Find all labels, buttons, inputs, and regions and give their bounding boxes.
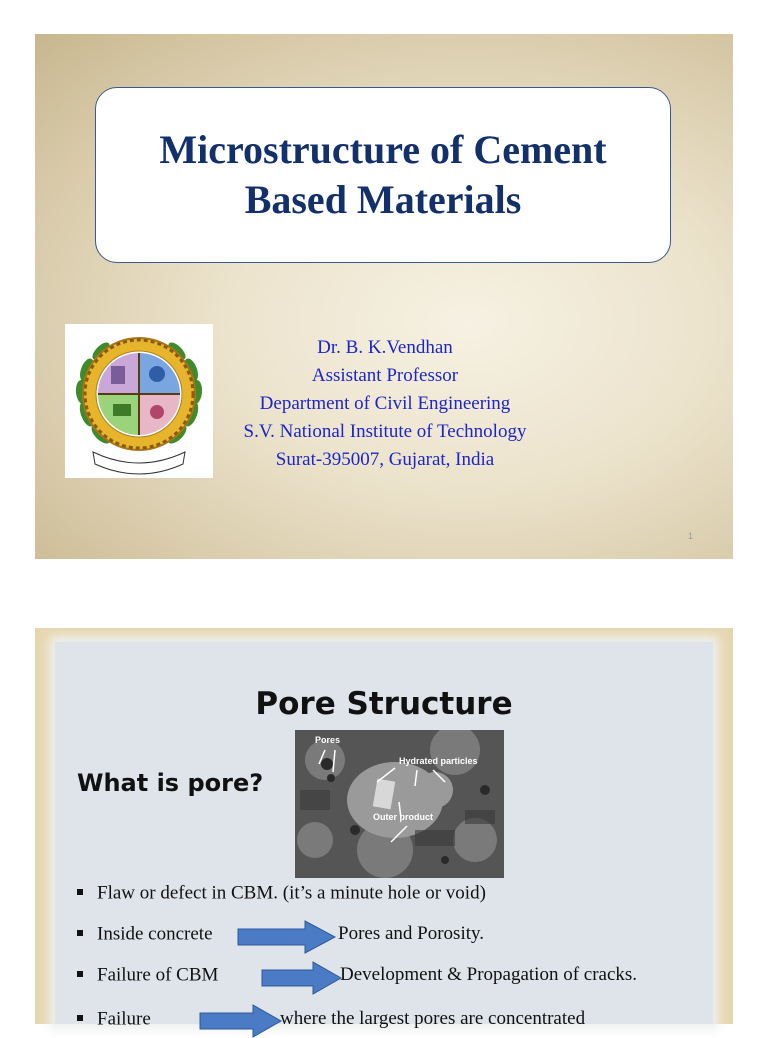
bullet-text: Inside concrete <box>97 923 213 945</box>
slide-2-title: Pore Structure <box>255 686 513 722</box>
author-name: Dr. B. K.Vendhan <box>317 337 453 358</box>
bullet-continuation: Development & Propagation of cracks. <box>340 964 638 985</box>
bullet-item <box>77 923 213 946</box>
slide-1 <box>35 34 733 559</box>
right-arrow-icon <box>199 1004 283 1038</box>
title-line-2: Based Materials <box>244 177 522 222</box>
label-hydrated-particles: Hydrated particles <box>399 756 478 766</box>
slide-2-content <box>55 642 713 1030</box>
bullet-item <box>77 882 486 905</box>
author-institute: S.V. National Institute of Technology <box>243 421 527 442</box>
bullet-text: Failure of CBM <box>97 964 219 986</box>
author-location: Surat-395007, Gujarat, India <box>275 449 495 470</box>
right-arrow-icon <box>261 961 343 995</box>
page-number: 1 <box>687 531 693 541</box>
micrograph-image <box>295 730 504 878</box>
author-department: Department of Civil Engineering <box>259 393 511 414</box>
bullet-item <box>77 1008 151 1031</box>
slide-title <box>159 125 606 225</box>
institute-logo-icon <box>65 324 213 478</box>
bullet-item <box>77 964 218 987</box>
title-line-1: Microstructure of Cement <box>159 127 607 172</box>
right-arrow-icon <box>237 920 337 954</box>
bullet-continuation: Pores and Porosity. <box>338 923 485 944</box>
bullet-text: Flaw or defect in CBM. (it’s a minute hole or void) <box>97 882 486 904</box>
author-info <box>195 334 575 474</box>
author-title: Assistant Professor <box>311 365 459 386</box>
label-pores: Pores <box>315 735 341 745</box>
bullet-continuation: where the largest pores are concentrated <box>280 1008 586 1029</box>
label-outer-product: Outer product <box>373 812 433 822</box>
slide-2 <box>35 628 733 1030</box>
bullet-text: Failure <box>97 1008 151 1030</box>
slide-2-subtitle: What is pore? <box>77 769 264 797</box>
title-box <box>95 87 671 263</box>
